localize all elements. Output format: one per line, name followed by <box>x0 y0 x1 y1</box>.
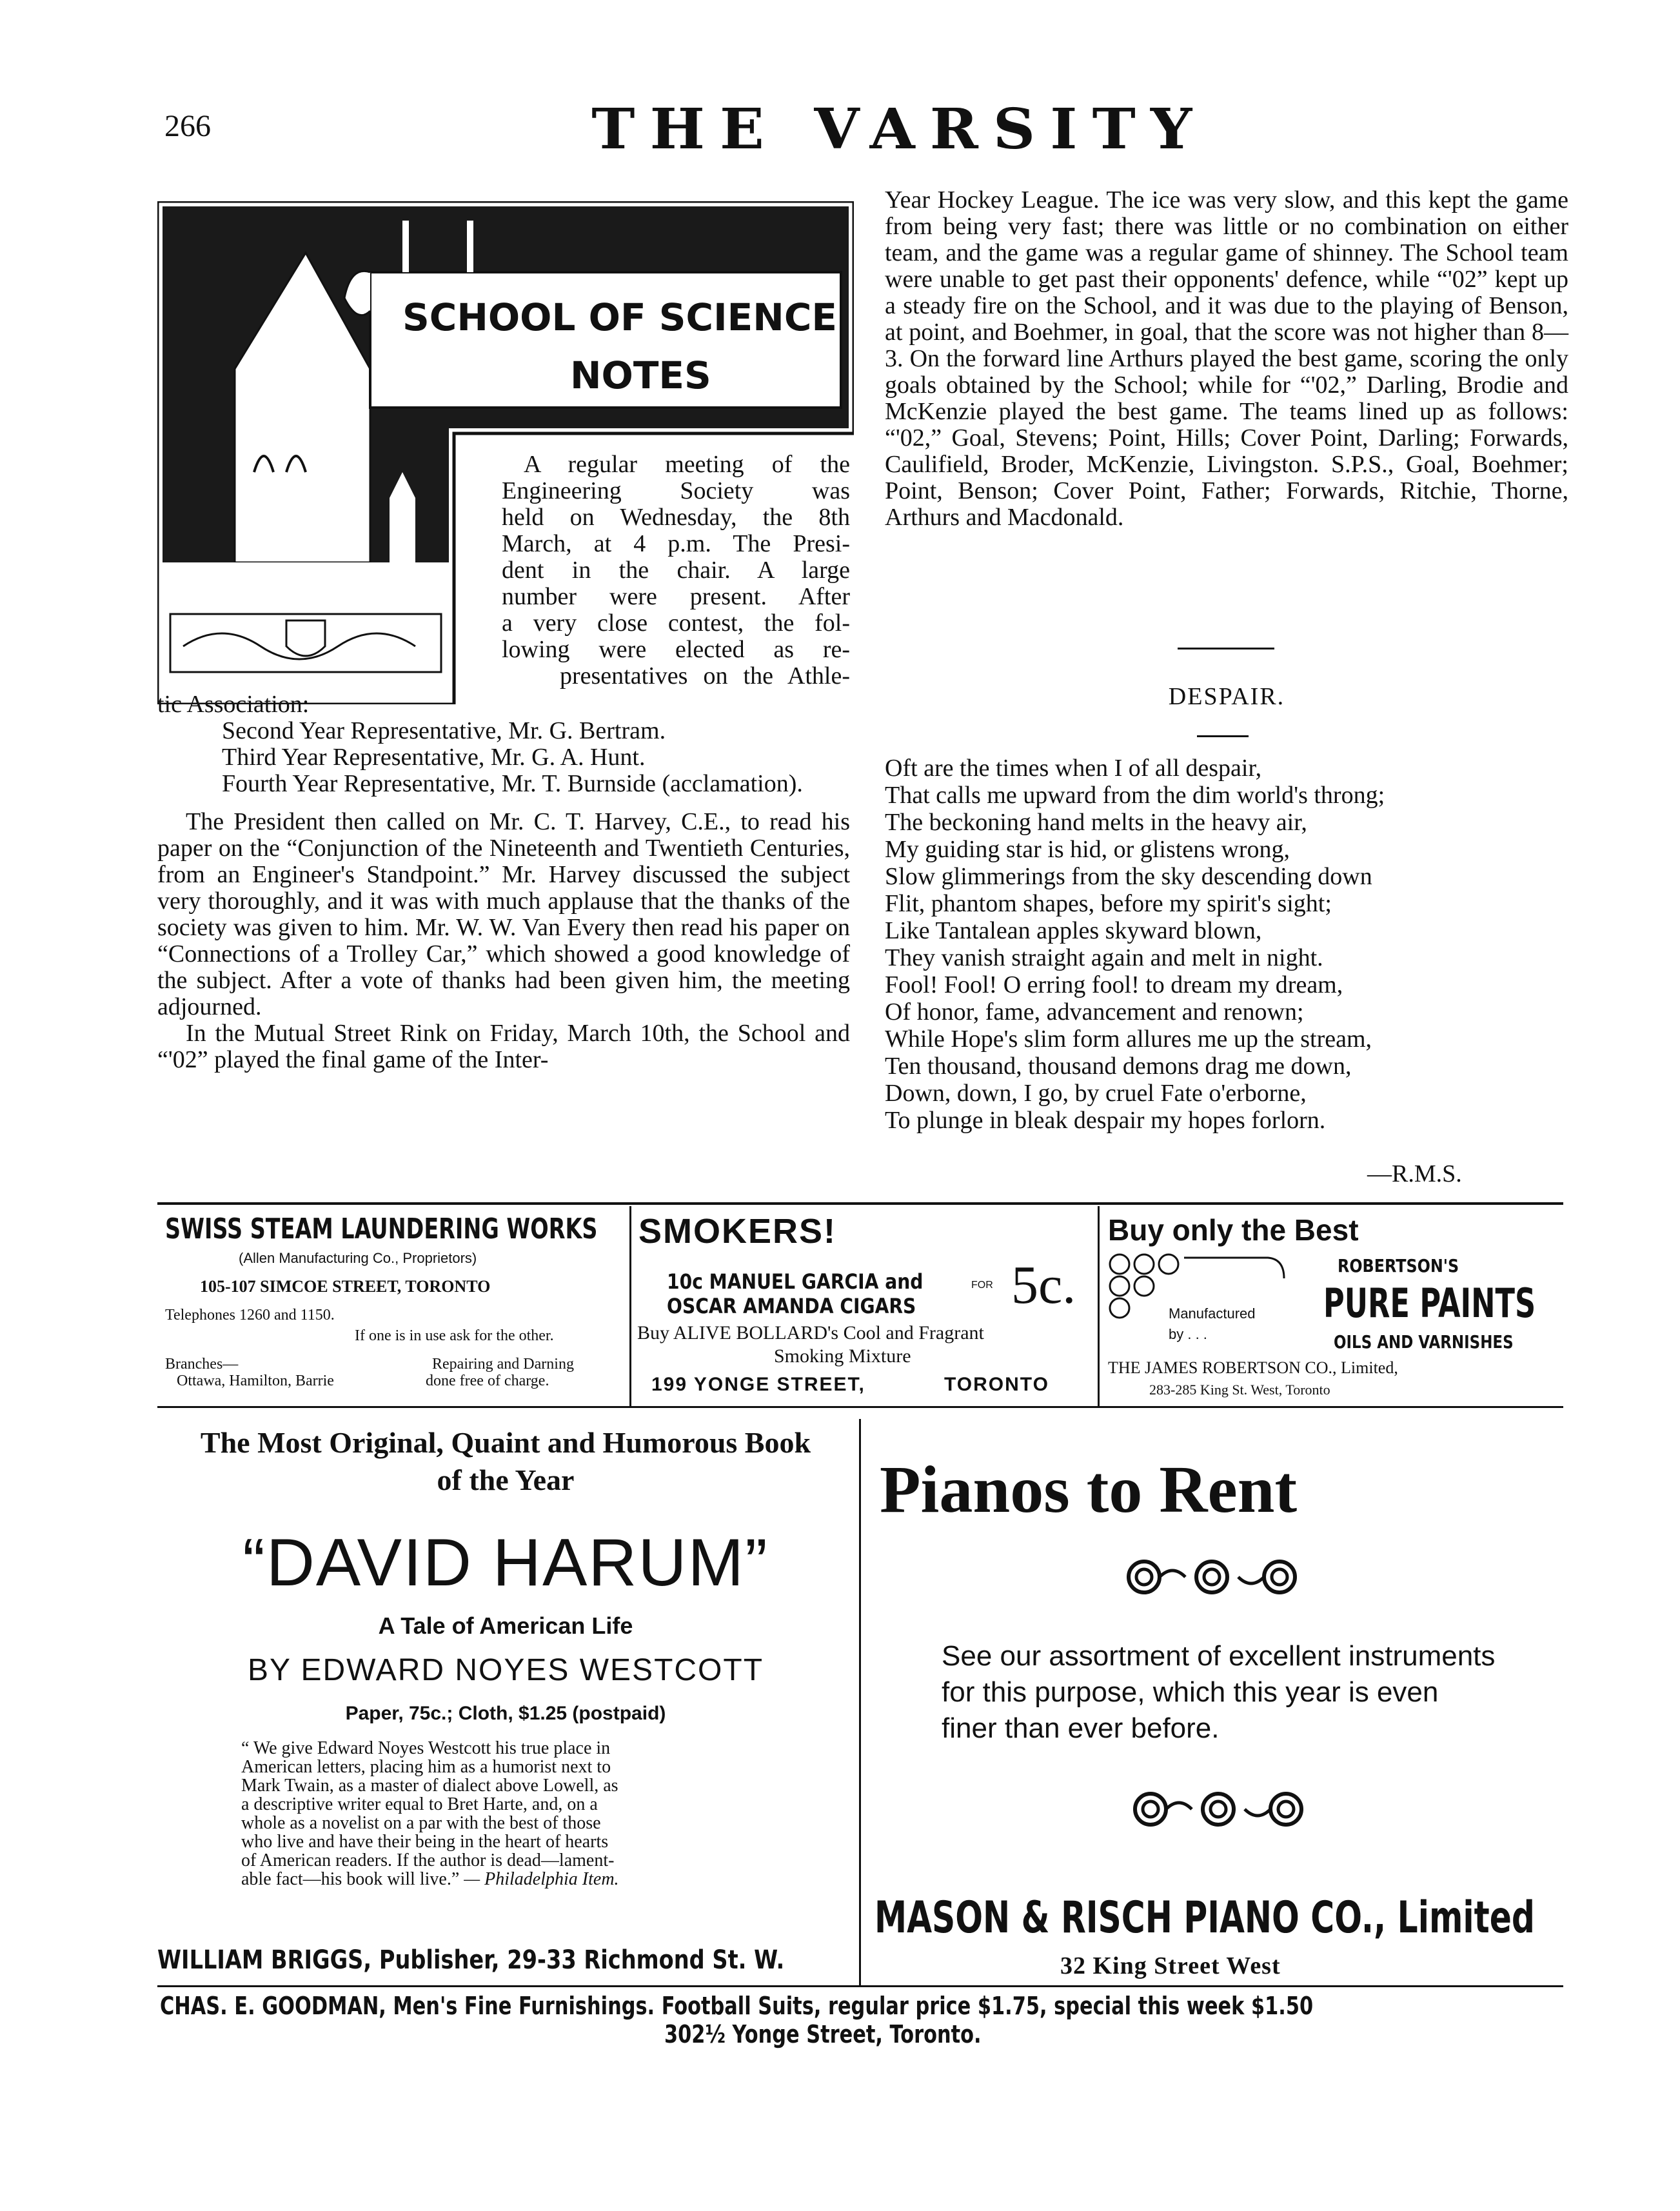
poem-line: That calls me upward from the dim world's throng; <box>885 782 1385 809</box>
paints-brand: ROBERTSON'S <box>1338 1255 1459 1276</box>
pianos-address: 32 King Street West <box>1060 1952 1281 1979</box>
ornament-icon <box>1125 1787 1312 1832</box>
divider <box>1178 648 1274 649</box>
intro-line: held on Wednesday, the 8th <box>502 504 850 531</box>
book-quote <box>241 1739 776 1889</box>
intro-line: A regular meeting of the <box>524 451 850 478</box>
quote-line: American letters, placing him as a humorist next to <box>241 1757 611 1777</box>
intro-line: Engineering Society was <box>502 477 850 504</box>
poem-line: Of honor, fame, advancement and renown; <box>885 998 1304 1026</box>
ad-rule <box>629 1206 631 1406</box>
ad-rule <box>1098 1206 1100 1406</box>
ad-rule <box>157 1406 1563 1408</box>
quote-line: Mark Twain, as a master of dialect above Lowell, as <box>241 1776 618 1796</box>
quote-line-last: able fact—his book will live.” <box>241 1869 460 1889</box>
laundry-proprietors: (Allen Manufacturing Co., Proprietors) <box>239 1250 477 1266</box>
ad-rule <box>157 1202 1563 1205</box>
paints-title: Buy only the Best <box>1108 1213 1359 1247</box>
smokers-city: TORONTO <box>944 1374 1049 1395</box>
laundry-branches-label: Branches— <box>165 1356 239 1373</box>
left-column <box>157 691 850 1073</box>
quote-line: who live and have their being in the heart of hearts <box>241 1832 609 1852</box>
rep-third: Third Year Representative, Mr. G. A. Hunt. <box>222 744 646 771</box>
intro-line: presentatives on the Athle- <box>560 662 850 689</box>
poem-title: DESPAIR. <box>1168 683 1285 710</box>
poem-line: While Hope's slim form allures me up the stream, <box>885 1026 1372 1053</box>
left-intro <box>502 451 850 689</box>
intro-line: number were present. After <box>502 583 850 610</box>
book-author: BY EDWARD NOYES WESTCOTT <box>247 1653 764 1687</box>
poem-line: They vanish straight again and melt in night. <box>885 944 1323 971</box>
laundry-repairing2: done free of charge. <box>426 1373 549 1389</box>
pianos-body <box>942 1638 1554 1747</box>
ad-rule <box>157 1985 1563 1987</box>
laundry-ad <box>161 1213 626 1400</box>
smokers-buy: Buy ALIVE BOLLARD's Cool and Fragrant <box>637 1322 984 1343</box>
pianos-ad <box>867 1425 1563 1993</box>
laundry-repairing: Repairing and Darning <box>432 1356 574 1373</box>
smokers-mixture: Smoking Mixture <box>774 1345 911 1367</box>
intro-line: a very close contest, the fol- <box>502 610 850 637</box>
paints-product: PURE PAINTS <box>1323 1280 1536 1327</box>
banner-line1: SCHOOL OF SCIENCE <box>402 295 838 339</box>
poem-signature: —R.M.S. <box>1367 1160 1462 1187</box>
quote-source: — Philadelphia Item. <box>464 1869 619 1889</box>
quote-line: of American readers. If the author is dead—lament- <box>241 1850 615 1870</box>
poem-line: Slow glimmerings from the sky descending down <box>885 863 1372 890</box>
page-number: 266 <box>164 109 211 143</box>
smokers-street: 199 YONGE STREET, <box>651 1374 865 1395</box>
laundry-address: 105-107 SIMCOE STREET, TORONTO <box>200 1277 491 1296</box>
divider <box>1197 735 1249 737</box>
poem-line: Flit, phantom shapes, before my spirit's sight; <box>885 890 1332 917</box>
intro-tail: tic Association: <box>157 691 310 718</box>
paints-manufactured: Manufactured <box>1169 1305 1256 1322</box>
pianos-body-line: See our assortment of excellent instruments <box>942 1640 1496 1672</box>
goodman-line2: 302½ Yonge Street, Toronto. <box>664 2020 982 2048</box>
hockey-article: Year Hockey League. The ice was very slow, and this kept the game from being very fast; there was little or no combination on either team, and the game was a regular game of shinney. The School team were unable to get past their opponents' defence, while “'02” kept up a steady fire on the School, and it was due to the playing of Benson, at point, and Boehmer, in goal, that the score was not higher than 8—3. On the forward line Arthurs played the best game, scoring the only goals obtained by the School; while for “'02,” Darling, Brodie and McKenzie played the best game. The teams lined up as follows: “'02,” Goal, Stevens; Point, Hills; Cover Point, Darling; Forwards, Caulifield, Broder, McKenzie, Livingston. S.P.S., Goal, Boehmer; Point, Benson; Cover Point, Father; Forwards, Ritchie, Thorne, Arthurs and Macdonald. <box>885 186 1568 531</box>
poem-line: Fool! Fool! O erring fool! to dream my dream, <box>885 971 1343 998</box>
ad-rule <box>859 1419 861 1987</box>
paints-ad <box>1104 1213 1563 1400</box>
smokers-line2: OSCAR AMANDA CIGARS <box>667 1294 916 1318</box>
book-publisher: WILLIAM BRIGGS, Publisher, 29-33 Richmond St. W. <box>157 1945 785 1975</box>
poem-line: The beckoning hand melts in the heavy air, <box>885 809 1307 836</box>
book-price: Paper, 75c.; Cloth, $1.25 (postpaid) <box>345 1703 666 1724</box>
quote-line <box>241 1870 776 1889</box>
poem <box>885 755 1568 1134</box>
poem-line: Like Tantalean apples skyward blown, <box>885 917 1262 944</box>
book-subtitle: A Tale of American Life <box>378 1612 633 1639</box>
smokers-title: SMOKERS! <box>638 1212 837 1251</box>
laundry-telephones-note: If one is in use ask for the other. <box>355 1327 554 1344</box>
pianos-body-line: for this purpose, which this year is even <box>942 1676 1439 1708</box>
pianos-body-line: finer than ever before. <box>942 1712 1220 1744</box>
ornament-icon <box>1118 1554 1305 1600</box>
quote-line: a descriptive writer equal to Bret Harte, and, on a <box>241 1794 598 1814</box>
intro-line: dent in the chair. A large <box>502 557 850 584</box>
book-headline2: of the Year <box>437 1463 575 1496</box>
paints-by: by . . . <box>1169 1326 1207 1342</box>
book-headline: The Most Original, Quaint and Humorous Book <box>200 1426 811 1459</box>
paints-sub: OILS AND VARNISHES <box>1334 1331 1514 1353</box>
paragraph-rink: In the Mutual Street Rink on Friday, March 10th, the School and “'02” played the final game of the Inter- <box>157 1020 850 1073</box>
quote-line: “ We give Edward Noyes Westcott his true place in <box>241 1738 611 1758</box>
smokers-line1: 10c MANUEL GARCIA and <box>667 1269 924 1294</box>
rep-fourth: Fourth Year Representative, Mr. T. Burnside (acclamation). <box>222 770 803 797</box>
book-title: “DAVID HARUM” <box>242 1525 769 1600</box>
quote-line: whole as a novelist on a par with the best of those <box>241 1813 601 1833</box>
smokers-for: FOR <box>971 1280 993 1291</box>
intro-line: lowing were elected as re- <box>502 636 850 663</box>
rep-second: Second Year Representative, Mr. G. Bertram. <box>222 717 666 744</box>
paints-company: THE JAMES ROBERTSON CO., Limited, <box>1108 1358 1398 1377</box>
laundry-title: SWISS STEAM LAUNDERING WORKS <box>165 1213 598 1245</box>
laundry-telephones: Telephones 1260 and 1150. <box>165 1307 335 1324</box>
laundry-branches: Ottawa, Hamilton, Barrie <box>177 1373 334 1389</box>
paragraph-president: The President then called on Mr. C. T. Harvey, C.E., to read his paper on the “Conjunction of the Nineteenth and Twentieth Centuries, from an Engineer's Standpoint.” Mr. Harvey discussed the subject very thoroughly, and it was with much applause that the thanks of the society was given to him. Mr. W. W. Van Every then read his paper on “Connections of a Trolley Car,” which showed a good knowledge of the subject. After a vote of thanks had been given him, the meeting adjourned. <box>157 808 850 1020</box>
goodman-line1: CHAS. E. GOODMAN, Men's Fine Furnishings. Football Suits, regular price $1.75, special this week $1.50 <box>160 1992 1314 2020</box>
intro-line: March, at 4 p.m. The Presi- <box>502 530 850 557</box>
smokers-ad <box>635 1213 1095 1400</box>
poem-line: My guiding star is hid, or glistens wrong, <box>885 836 1290 863</box>
masthead: THE VARSITY <box>591 97 1207 162</box>
poem-line: Down, down, I go, by cruel Fate o'erborne, <box>885 1080 1307 1107</box>
poem-line: Ten thousand, thousand demons drag me down, <box>885 1053 1352 1080</box>
pianos-title: Pianos to Rent <box>880 1453 1298 1527</box>
book-ad <box>157 1425 854 1980</box>
banner-line2: NOTES <box>570 353 711 397</box>
poem-line: To plunge in bleak despair my hopes forlorn. <box>885 1107 1326 1134</box>
smokers-price: 5c. <box>1011 1255 1076 1315</box>
poem-line: Oft are the times when I of all despair, <box>885 755 1262 782</box>
paints-address: 283-285 King St. West, Toronto <box>1149 1382 1330 1398</box>
pianos-company: MASON & RISCH PIANO CO., Limited <box>875 1892 1535 1943</box>
